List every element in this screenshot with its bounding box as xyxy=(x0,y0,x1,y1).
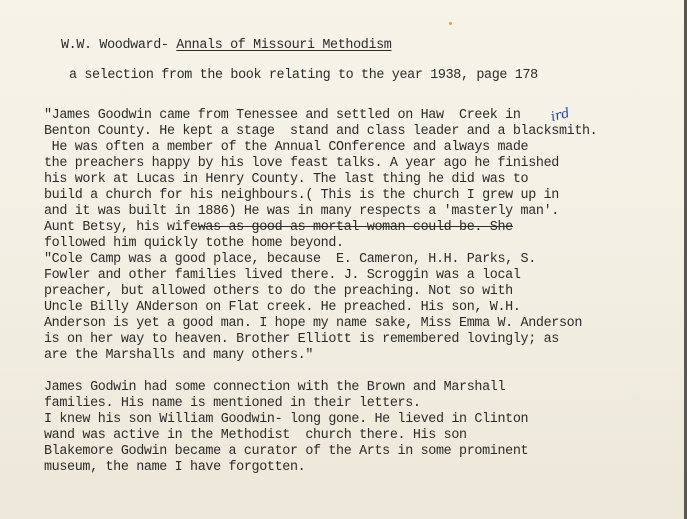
paragraph1-line: and it was built in 1886) He was in many respects a 'masterly man'. xyxy=(44,204,559,219)
book-title: Annals of Missouri Methodism xyxy=(176,38,392,53)
paragraph3-line: museum, the name I have forgotten. xyxy=(44,460,306,475)
paragraph2-line: Fowler and other families lived there. J. Scroggin was a local xyxy=(44,268,521,283)
paragraph1-line xyxy=(44,220,513,236)
paragraph2-line: Uncle Billy ANderson on Flat creek. He preached. His son, W.H. xyxy=(44,300,521,315)
subtitle: a selection from the book relating to the year 1938, page 178 xyxy=(69,68,538,83)
handwritten-annotation: ird xyxy=(549,105,572,126)
paragraph1-line: the preachers happy by his love feast talks. A year ago he finished xyxy=(44,156,559,171)
paragraph1-segment: Aunt Betsy, his wife xyxy=(44,220,198,235)
paragraph2-line: preacher, but allowed others to do the preaching. Not so with xyxy=(44,284,513,299)
paragraph2-line: Anderson is yet a good man. I hope my name sake, Miss Emma W. Anderson xyxy=(44,316,582,331)
paragraph1-line: his work at Lucas in Henry County. The last thing he did was to xyxy=(44,172,529,187)
paragraph2-line: are the Marshalls and many others." xyxy=(44,348,313,363)
paper-speck xyxy=(449,22,452,25)
author-name: W.W. Woodward- xyxy=(61,38,177,53)
paragraph1-line: Benton County. He kept a stage stand and class leader and a blacksmith. xyxy=(44,124,598,139)
paragraph1-line: followed him quickly tothe home beyond. xyxy=(44,236,344,251)
paragraph3-line: James Godwin had some connection with the Brown and Marshall xyxy=(44,380,506,395)
paragraph3-line: I knew his son William Goodwin- long gone. He lieved in Clinton xyxy=(44,412,529,427)
paragraph1-line: build a church for his neighbours.( This is the church I grew up in xyxy=(44,188,559,203)
struck-text: was as good as mortal woman could be. She xyxy=(197,220,513,235)
paragraph2-line: is on her way to heaven. Brother Elliott is remembered lovingly; as xyxy=(44,332,559,347)
paragraph3-line: families. His name is mentioned in their letters. xyxy=(44,396,421,411)
paragraph1-line: He was often a member of the Annual COnference and always made xyxy=(44,140,529,155)
paragraph3-line: Blakemore Godwin became a curator of the Arts in some prominent xyxy=(44,444,529,459)
paragraph2-line: "Cole Camp was a good place, because E. Cameron, H.H. Parks, S. xyxy=(44,252,536,267)
paragraph1-line: "James Goodwin came from Tenessee and settled on Haw Creek in xyxy=(44,108,521,123)
header-line xyxy=(61,38,392,54)
paragraph3-line: wand was active in the Methodist church there. His son xyxy=(44,428,467,443)
